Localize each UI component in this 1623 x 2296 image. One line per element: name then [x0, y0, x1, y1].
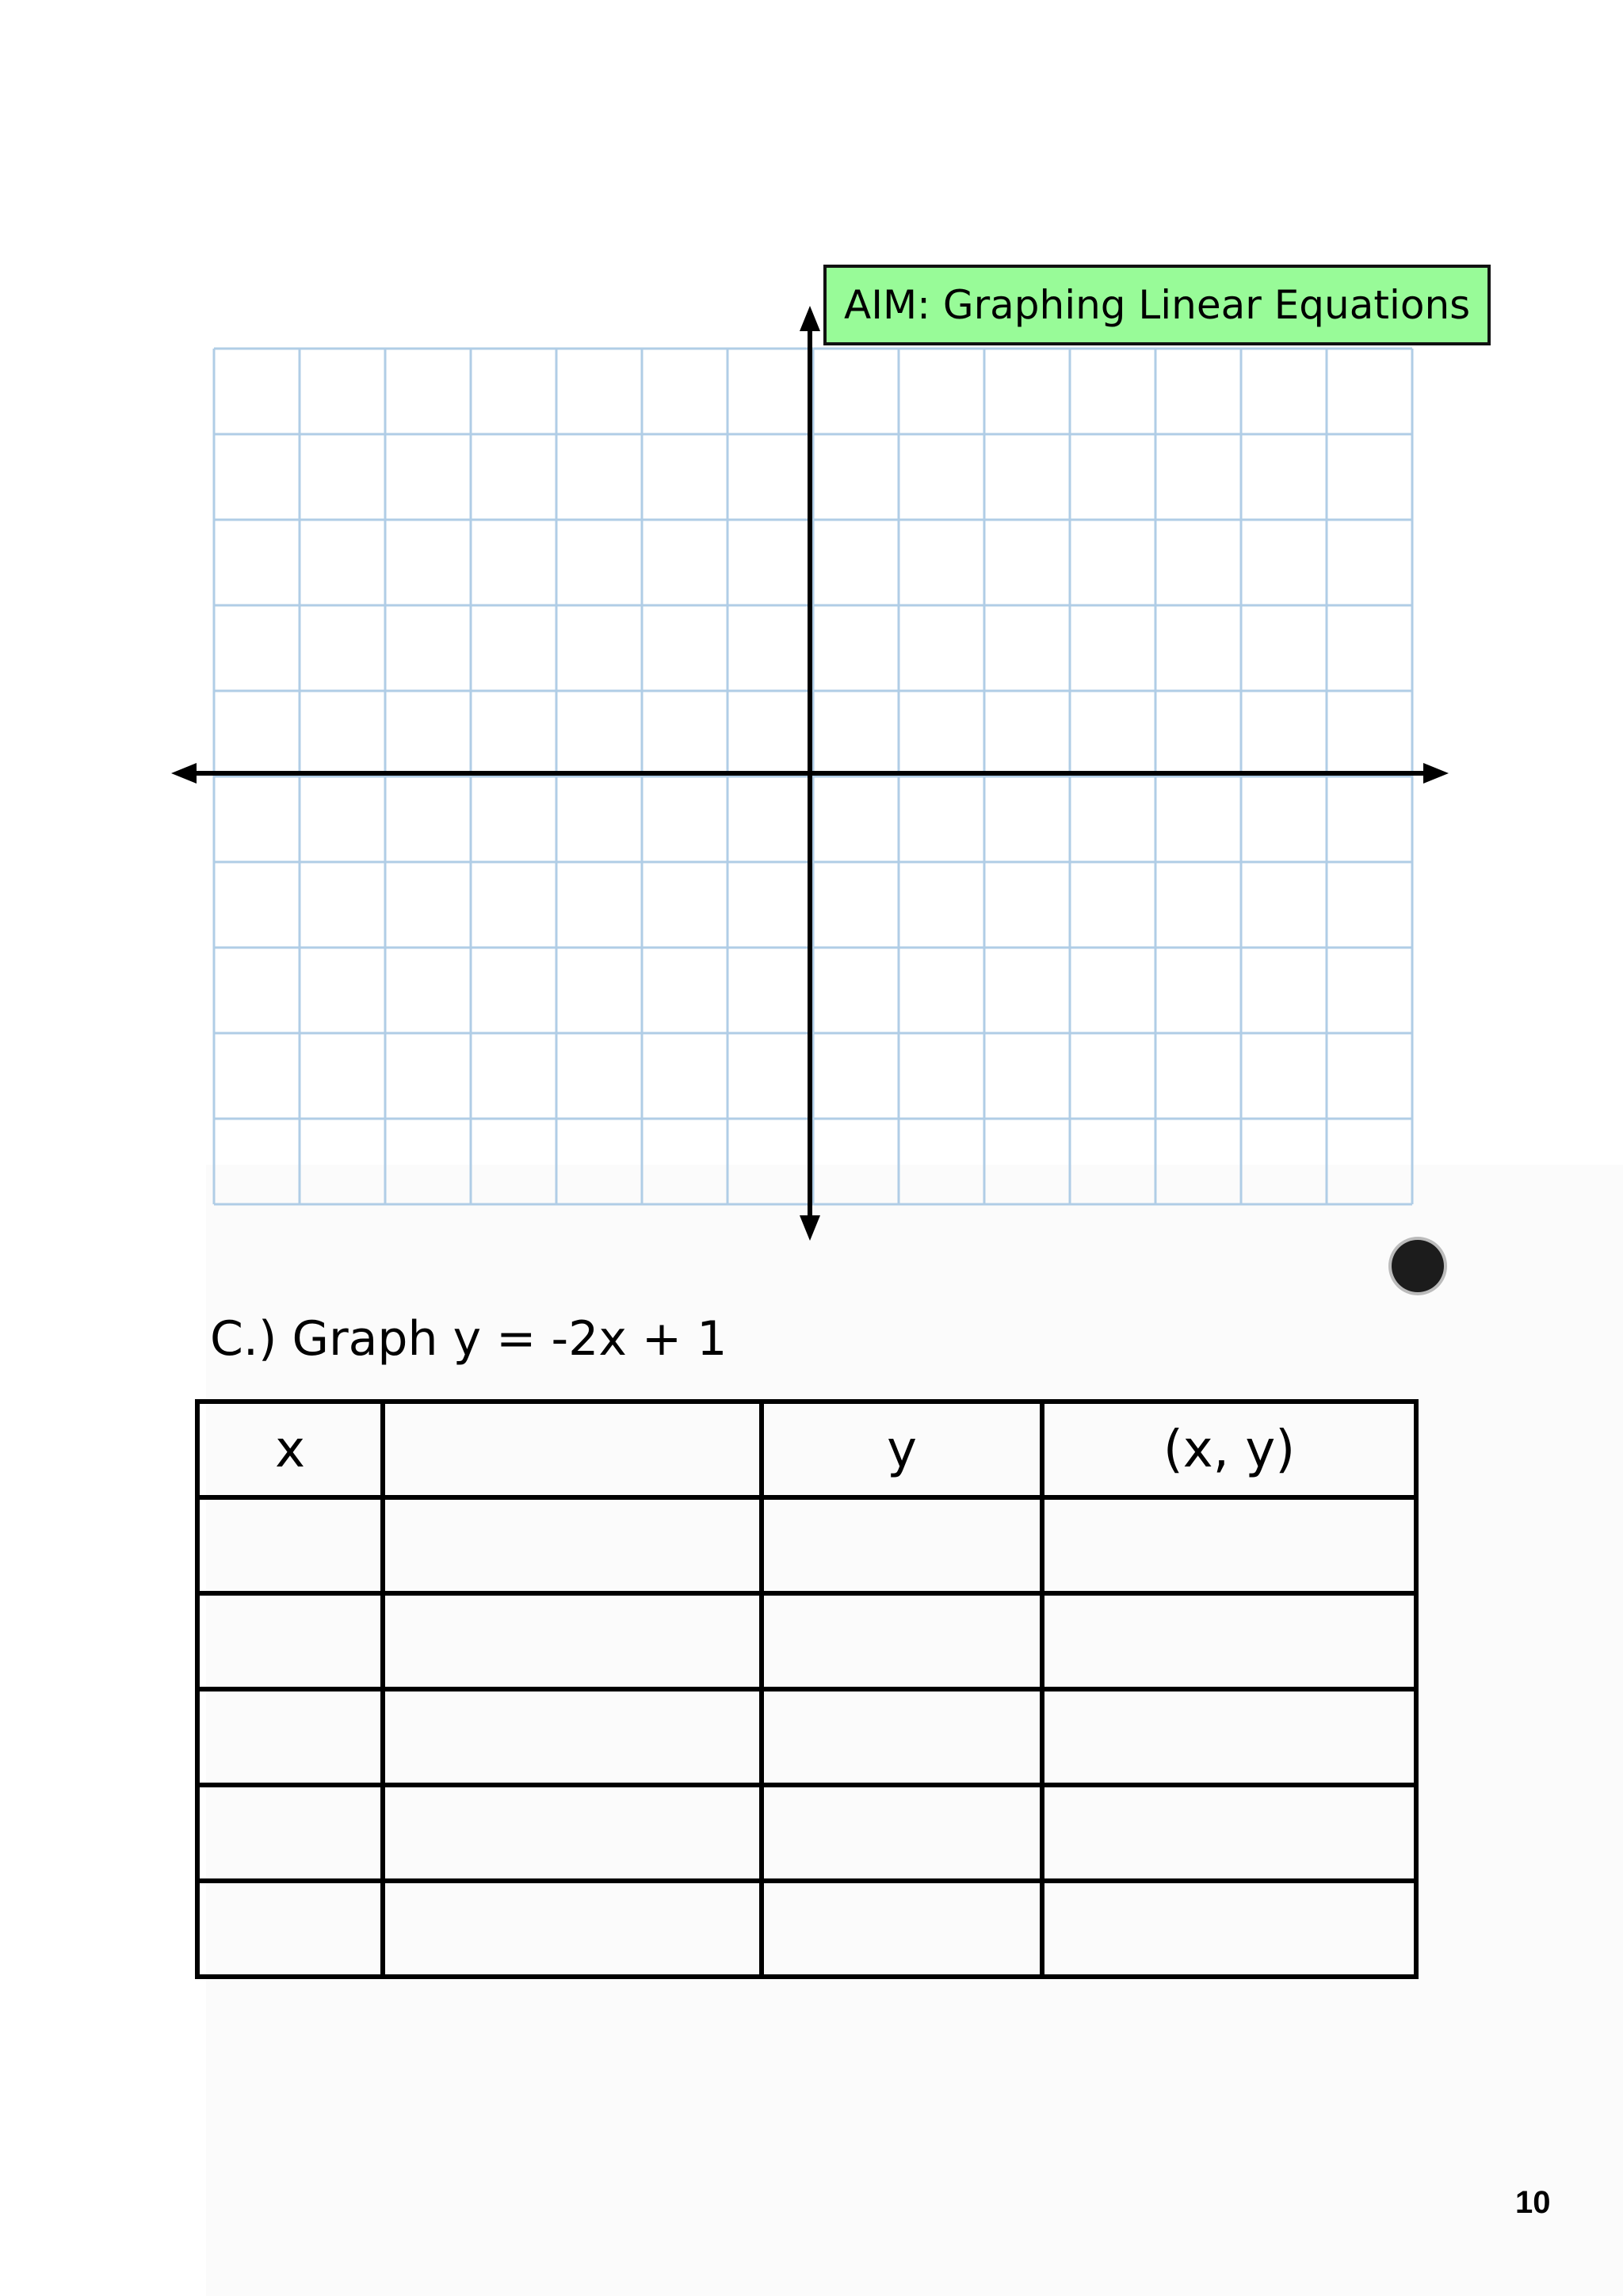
table-cell[interactable]: [1042, 1881, 1416, 1977]
table-cell[interactable]: [1042, 1689, 1416, 1785]
table-cell[interactable]: [197, 1689, 383, 1785]
header-ordered-pair: (x, y): [1042, 1402, 1416, 1497]
header-x: x: [197, 1402, 383, 1497]
table-cell[interactable]: [383, 1785, 762, 1881]
table-cell[interactable]: [383, 1689, 762, 1785]
table-cell[interactable]: [383, 1497, 762, 1593]
table-cell[interactable]: [197, 1497, 383, 1593]
table-cell[interactable]: [1042, 1785, 1416, 1881]
table-cell[interactable]: [383, 1593, 762, 1689]
table-cell[interactable]: [762, 1497, 1042, 1593]
table-cell[interactable]: [762, 1785, 1042, 1881]
table-cell[interactable]: [1042, 1593, 1416, 1689]
table-cell[interactable]: [762, 1881, 1042, 1977]
aim-title: AIM: Graphing Linear Equations: [844, 282, 1471, 328]
x-axis-left-arrow: [171, 763, 197, 784]
table-cell[interactable]: [1042, 1497, 1416, 1593]
header-y: y: [762, 1402, 1042, 1497]
table-row: [197, 1785, 1416, 1881]
table-cell[interactable]: [762, 1689, 1042, 1785]
table-cell[interactable]: [197, 1593, 383, 1689]
black-dot-marker: [1392, 1240, 1444, 1292]
header-blank: [383, 1402, 762, 1497]
table-cell[interactable]: [197, 1785, 383, 1881]
xy-table: [195, 1399, 1419, 1979]
table-row: [197, 1497, 1416, 1593]
table-cell[interactable]: [197, 1881, 383, 1977]
y-axis-up-arrow: [800, 306, 820, 331]
y-axis-down-arrow: [800, 1215, 820, 1241]
table-header-row: [197, 1402, 1416, 1497]
problem-label: C.) Graph y = -2x + 1: [210, 1311, 727, 1367]
table-row: [197, 1881, 1416, 1977]
x-axis-right-arrow: [1423, 763, 1449, 784]
table-cell[interactable]: [383, 1881, 762, 1977]
table-cell[interactable]: [762, 1593, 1042, 1689]
table-row: [197, 1593, 1416, 1689]
aim-label-box: [823, 265, 1491, 345]
table-row: [197, 1689, 1416, 1785]
page-number: 10: [1515, 2185, 1551, 2220]
